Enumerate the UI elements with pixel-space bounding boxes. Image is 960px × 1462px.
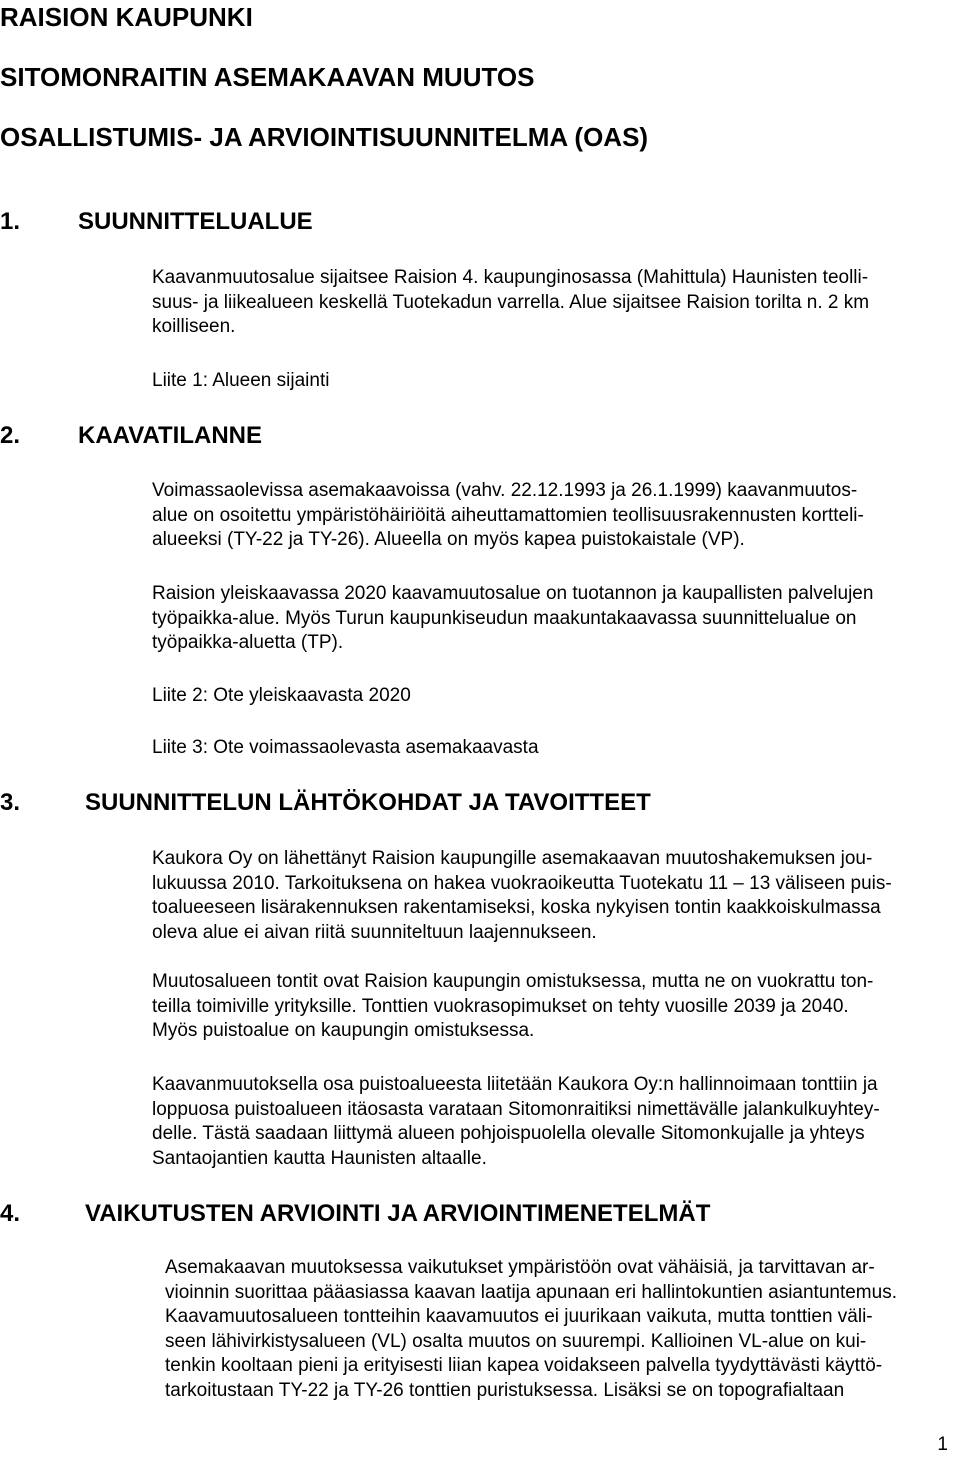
city-heading: RAISION KAUPUNKI (0, 2, 253, 32)
section-2-number: 2. (0, 422, 21, 449)
text-line: tenkin kooltaan pieni ja erityisesti liian kapea voidakseen palvella tyydyttävästi käyttö- (165, 1355, 883, 1376)
text-line: Kaukora Oy on lähettänyt Raision kaupungille asemakaavan muutoshakemuksen jou- (152, 848, 873, 869)
section-3-paragraph-2 (152, 970, 873, 1044)
text-line: työpaikka-aluetta (TP). (152, 632, 344, 653)
text-line: Kaavanmuutosalue sijaitsee Raision 4. kaupunginosassa (Mahittula) Haunisten teolli- (152, 267, 869, 288)
text-line: Santaojantien kautta Haunisten altaalle. (152, 1147, 487, 1169)
text-line: toalueeseen lisärakennuksen rakentamiseksi, koska nykyisen tontin kaakkoiskulmassa (152, 897, 881, 918)
text-line: seen lähivirkistysalueen (VL) osalta muutos on suurempi. Kallioinen VL-alue on kui- (165, 1330, 867, 1352)
section-3-title: SUUNNITTELUN LÄHTÖKOHDAT JA TAVOITTEET (85, 789, 651, 816)
attachment-2: Liite 2: Ote yleiskaavasta 2020 (152, 685, 411, 706)
text-line: alueeksi (TY-22 ja TY-26). Alueella on myös kapea puistokaistale (VP). (152, 529, 745, 550)
section-4-paragraph-1 (165, 1256, 897, 1403)
section-4-title: VAIKUTUSTEN ARVIOINTI JA ARVIOINTIMENETELMÄT (85, 1200, 711, 1227)
section-2-paragraph-2 (152, 582, 873, 656)
section-1-title: SUUNNITTELUALUE (78, 208, 313, 235)
section-3-number: 3. (0, 789, 21, 816)
text-line: Muutosalueen tontit ovat Raision kaupungin omistuksessa, mutta ne on vuokrattu ton- (152, 971, 874, 992)
section-2-paragraph-1 (152, 479, 864, 553)
text-line: Kaavanmuutoksella osa puistoalueesta liitetään Kaukora Oy:n hallinnoimaan tonttiin ja (152, 1074, 878, 1095)
text-line: koilliseen. (152, 316, 236, 337)
section-1-paragraph-1 (152, 266, 869, 340)
text-line: Kaavamuutosalueen tontteihin kaavamuutos ei juurikaan vaikuta, mutta tonttien väli- (165, 1306, 873, 1327)
attachment-1: Liite 1: Alueen sijainti (152, 370, 330, 391)
attachment-3: Liite 3: Ote voimassaolevasta asemakaavasta (152, 737, 539, 758)
text-line: työpaikka-alue. Myös Turun kaupunkiseudun maakuntakaavassa suunnittelualue on (152, 607, 857, 629)
text-line: suus- ja liikealueen keskellä Tuotekadun varrella. Alue sijaitsee Raision torilta n. 2 km (152, 291, 870, 313)
plan-title: SITOMONRAITIN ASEMAKAAVAN MUUTOS (0, 62, 535, 92)
text-line: alue on osoitettu ympäristöhäiriöitä aiheuttamattomien teollisuusrakennusten kortteli- (152, 504, 864, 526)
text-line: Raision yleiskaavassa 2020 kaavamuutosalue on tuotannon ja kaupallisten palvelujen (152, 583, 874, 604)
document-title: OSALLISTUMIS- JA ARVIOINTISUUNNITELMA (OAS) (0, 122, 649, 152)
text-line: lukuussa 2010. Tarkoituksena on hakea vuokraoikeutta Tuotekatu 11 – 13 väliseen puis- (152, 872, 892, 894)
text-line: oleva alue ei aivan riitä suunniteltuun laajennukseen. (152, 921, 597, 943)
section-1-number: 1. (0, 208, 21, 235)
section-3-paragraph-3 (152, 1073, 880, 1171)
section-4-number: 4. (0, 1200, 21, 1227)
text-line: Asemakaavan muutoksessa vaikutukset ympäristöön ovat vähäisiä, ja tarvittavan ar- (165, 1257, 875, 1278)
text-line: tarkoitustaan TY-22 ja TY-26 tonttien puristuksessa. Lisäksi se on topografialtaan (165, 1379, 845, 1401)
text-line: Myös puistoalue on kaupungin omistuksessa. (152, 1020, 535, 1041)
section-2-title: KAAVATILANNE (78, 422, 262, 449)
text-line: loppuosa puistoalueen itäosasta varataan Sitomonraitiksi nimettävälle jalankulkuyhtey- (152, 1098, 880, 1120)
text-line: Voimassaolevissa asemakaavoissa (vahv. 22.12.1993 ja 26.1.1999) kaavanmuutos- (152, 480, 858, 501)
text-line: teilla toimiville yrityksille. Tonttien vuokrasopimukset on tehty vuosille 2039 ja 2040. (152, 995, 849, 1017)
text-line: delle. Tästä saadaan liittymä alueen pohjoispuolella olevalle Sitomonkujalle ja yhteys (152, 1123, 865, 1144)
text-line: vioinnin suorittaa pääasiassa kaavan laatija apunaan eri hallintokuntien asiantuntemus. (165, 1281, 897, 1303)
page-number: 1 (937, 1434, 948, 1455)
section-3-paragraph-1 (152, 847, 892, 945)
